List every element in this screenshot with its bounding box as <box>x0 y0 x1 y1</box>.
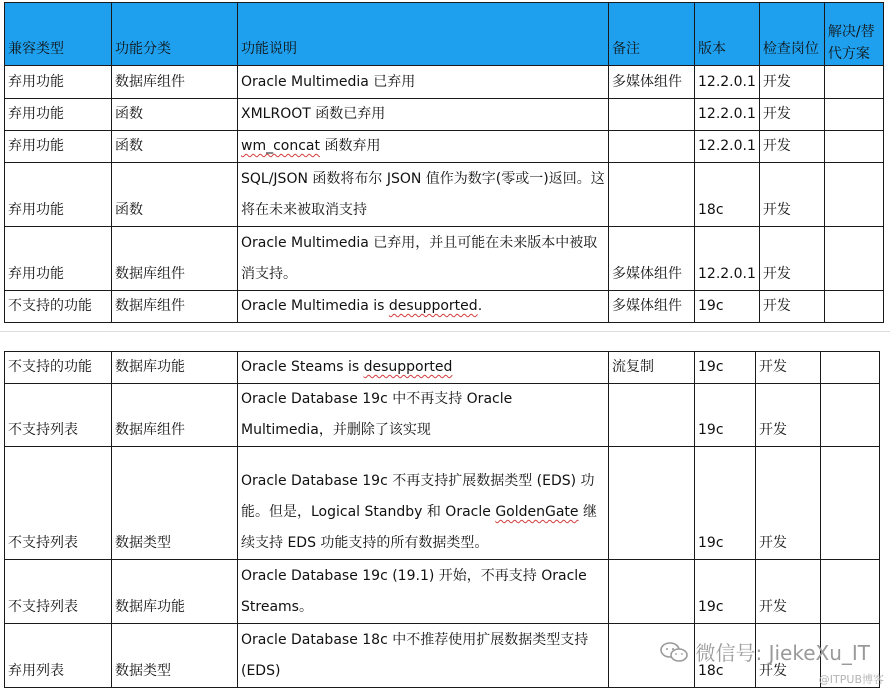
desc-post: 继续支持 EDS 功能支持的所有数据类型。 <box>241 504 597 551</box>
cell-role: 开发 <box>756 447 821 560</box>
cell-note <box>609 384 695 447</box>
header-version: 版本 <box>695 3 760 66</box>
cell-description: XMLROOT 函数已弃用 <box>238 99 609 131</box>
header-note: 备注 <box>609 3 695 66</box>
cell-type: 弃用功能 <box>5 131 112 163</box>
cell-type: 弃用功能 <box>5 163 112 227</box>
table-row <box>5 66 884 99</box>
cell-description <box>238 131 609 163</box>
cell-description <box>238 352 609 384</box>
cell-solution <box>821 560 880 624</box>
table-row <box>5 99 884 131</box>
cell-solution <box>824 66 883 99</box>
desc-spellcheck-word: desupported <box>388 298 478 314</box>
header-description: 功能说明 <box>238 3 609 66</box>
cell-description <box>238 291 609 323</box>
table-row <box>5 291 884 323</box>
cell-description <box>238 447 609 560</box>
cell-version: 19c <box>695 560 756 624</box>
header-role: 检查岗位 <box>759 3 824 66</box>
cell-description: Oracle Multimedia 已弃用，并且可能在未来版本中被取消支持。 <box>238 227 609 291</box>
cell-role: 开发 <box>756 352 821 384</box>
cell-category: 函数 <box>112 99 238 131</box>
cell-note <box>609 560 695 624</box>
cell-category: 数据类型 <box>112 447 238 560</box>
cell-role: 开发 <box>759 131 824 163</box>
table-row <box>5 163 884 227</box>
desc-pre: Oracle Steams is <box>241 359 364 375</box>
cell-note: 流复制 <box>609 352 695 384</box>
cell-version: 19c <box>695 447 756 560</box>
cell-version: 18c <box>695 163 760 227</box>
cell-note <box>609 99 695 131</box>
cell-type: 不支持列表 <box>5 447 112 560</box>
watermark-text: 微信号: JiekeXu_IT <box>695 641 870 665</box>
wechat-watermark <box>659 637 870 666</box>
header-solution: 解决/替代方案 <box>824 3 883 66</box>
cell-description: SQL/JSON 函数将布尔 JSON 值作为数字(零或一)返回。这将在未来被取消支持 <box>238 163 609 227</box>
desc-spellcheck-word: GoldenGate <box>495 504 579 520</box>
header-type: 兼容类型 <box>5 3 112 66</box>
cell-version: 19c <box>695 384 756 447</box>
cell-category: 数据库组件 <box>112 227 238 291</box>
cell-type: 不支持列表 <box>5 384 112 447</box>
cell-version: 12.2.0.1 <box>695 227 760 291</box>
cell-role: 开发 <box>756 560 821 624</box>
cell-note <box>609 131 695 163</box>
cell-solution <box>824 227 883 291</box>
cell-version: 19c <box>695 291 760 323</box>
cell-solution <box>824 131 883 163</box>
section-divider <box>0 331 890 332</box>
cell-type: 弃用功能 <box>5 227 112 291</box>
cell-role: 开发 <box>759 291 824 323</box>
cell-note: 多媒体组件 <box>609 291 695 323</box>
table-row <box>5 447 880 560</box>
table-row <box>5 131 884 163</box>
table-row <box>5 352 880 384</box>
cell-description: Oracle Database 19c (19.1) 开始，不再支持 Oracle Streams。 <box>238 560 609 624</box>
cell-category: 数据库组件 <box>112 291 238 323</box>
cell-note: 多媒体组件 <box>609 66 695 99</box>
cell-description: Oracle Multimedia 已弃用 <box>238 66 609 99</box>
cell-category: 数据库组件 <box>112 384 238 447</box>
cell-role: 开发 <box>756 384 821 447</box>
desc-pre: Oracle Database 19c 不再支持扩展数据类型 (EDS) 功能。但是，Logical Standby 和 Oracle <box>241 473 595 520</box>
cell-category: 函数 <box>112 131 238 163</box>
cell-category: 数据库组件 <box>112 66 238 99</box>
cell-version: 19c <box>695 352 756 384</box>
cell-version: 18c <box>695 624 756 688</box>
cell-type: 不支持的功能 <box>5 352 112 384</box>
cell-note <box>609 163 695 227</box>
table-row <box>5 384 880 447</box>
cell-description: Oracle Database 19c 中不再支持 Oracle Multimedia，并删除了该实现 <box>238 384 609 447</box>
cell-type: 弃用功能 <box>5 66 112 99</box>
cell-solution <box>824 99 883 131</box>
cell-type: 不支持列表 <box>5 560 112 624</box>
cell-category: 函数 <box>112 163 238 227</box>
cell-solution <box>821 447 880 560</box>
cell-role: 开发 <box>756 624 821 688</box>
table-row <box>5 560 880 624</box>
cell-type: 弃用列表 <box>5 624 112 688</box>
cell-role: 开发 <box>759 99 824 131</box>
cell-solution <box>821 384 880 447</box>
cell-solution <box>824 163 883 227</box>
cell-role: 开发 <box>759 227 824 291</box>
desc-spellcheck-word: desupported <box>363 359 453 375</box>
cell-version: 12.2.0.1 <box>695 131 760 163</box>
table-header-row <box>5 3 884 66</box>
wechat-icon <box>659 641 689 663</box>
cell-note: 多媒体组件 <box>609 227 695 291</box>
cell-category: 数据库功能 <box>112 560 238 624</box>
cell-version: 12.2.0.1 <box>695 99 760 131</box>
cell-note <box>609 447 695 560</box>
cell-solution <box>824 291 883 323</box>
desc-post: 函数弃用 <box>320 138 381 154</box>
desc-pre: Oracle Multimedia is <box>241 298 389 314</box>
desc-post: . <box>477 298 483 314</box>
cell-description: Oracle Database 18c 中不推荐使用扩展数据类型支持 (EDS) <box>238 624 609 688</box>
cell-role: 开发 <box>759 66 824 99</box>
desc-spellcheck-word: wm_concat <box>241 138 320 154</box>
cell-category: 数据库功能 <box>112 352 238 384</box>
header-category: 功能分类 <box>112 3 238 66</box>
cell-category: 数据类型 <box>112 624 238 688</box>
cell-type: 弃用功能 <box>5 99 112 131</box>
cell-solution <box>821 352 880 384</box>
compat-table-1 <box>4 2 884 323</box>
cell-role: 开发 <box>759 163 824 227</box>
cell-type: 不支持的功能 <box>5 291 112 323</box>
table-row <box>5 227 884 291</box>
itpub-watermark: @ITPUB博客 <box>818 673 884 686</box>
cell-version: 12.2.0.1 <box>695 66 760 99</box>
